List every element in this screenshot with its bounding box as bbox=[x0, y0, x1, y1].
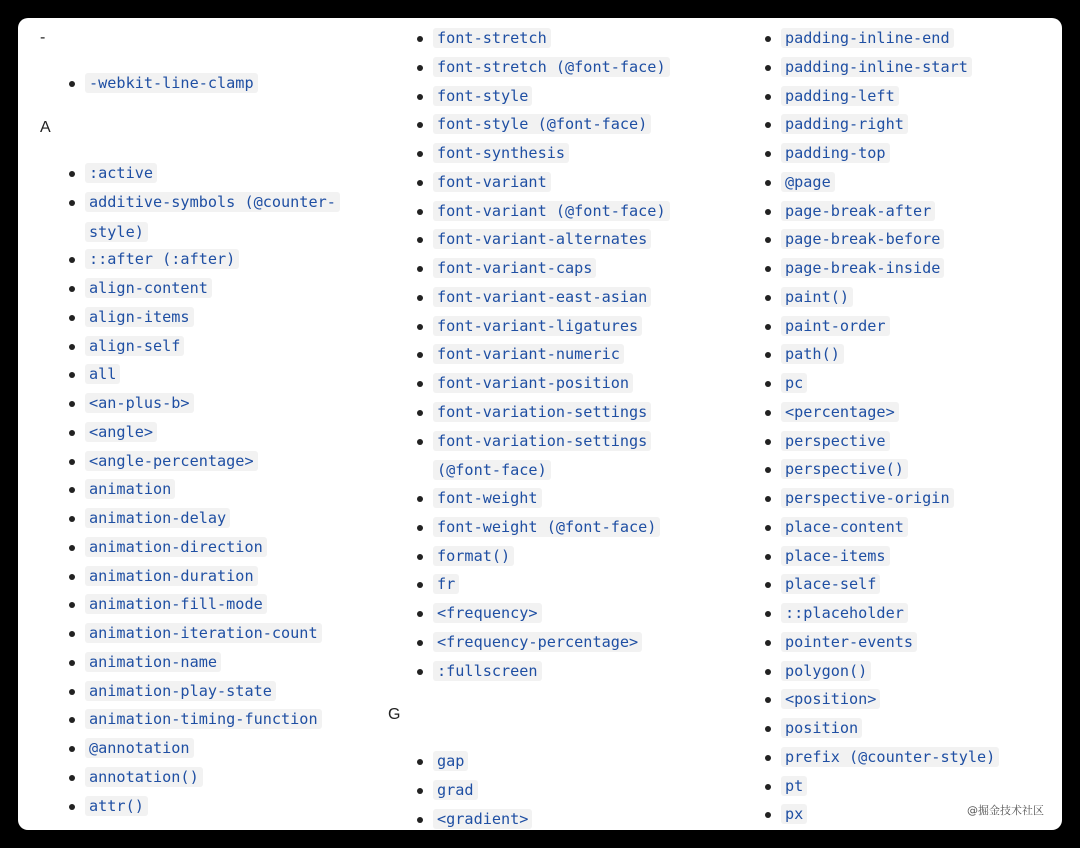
list-item[interactable] bbox=[433, 24, 703, 53]
list-item[interactable] bbox=[85, 360, 355, 389]
item-link[interactable]: place-items bbox=[781, 546, 890, 566]
list-item[interactable] bbox=[781, 427, 999, 456]
item-link[interactable]: padding-inline-start bbox=[781, 57, 972, 77]
item-link[interactable]: <gradient> bbox=[433, 809, 532, 829]
list-item[interactable] bbox=[85, 763, 355, 792]
item-link[interactable]: font-variation-settings (@font-face) bbox=[433, 431, 651, 481]
watermark-label: @掘金技术社区 bbox=[967, 804, 1044, 817]
list-item[interactable] bbox=[85, 590, 355, 619]
item-link[interactable]: place-self bbox=[781, 574, 880, 594]
item-link[interactable]: align-self bbox=[85, 336, 184, 356]
item-link[interactable]: @page bbox=[781, 172, 835, 192]
item-link[interactable]: <angle-percentage> bbox=[85, 451, 258, 471]
item-link[interactable]: px bbox=[781, 804, 807, 824]
list-item[interactable] bbox=[85, 332, 355, 361]
item-link[interactable]: prefix (@counter-style) bbox=[781, 747, 999, 767]
item-link[interactable]: fr bbox=[433, 574, 459, 594]
list-item[interactable] bbox=[85, 648, 355, 677]
list-item[interactable] bbox=[433, 197, 703, 226]
list-item[interactable] bbox=[85, 619, 355, 648]
item-link[interactable]: paint-order bbox=[781, 316, 890, 336]
item-link[interactable]: font-variant bbox=[433, 172, 551, 192]
list-item[interactable] bbox=[781, 139, 999, 168]
item-link[interactable]: animation-duration bbox=[85, 566, 258, 586]
item-link[interactable]: path() bbox=[781, 344, 844, 364]
item-link[interactable]: font-variant-caps bbox=[433, 258, 596, 278]
list-item[interactable] bbox=[433, 398, 703, 427]
item-link[interactable]: padding-right bbox=[781, 114, 908, 134]
list-item[interactable] bbox=[781, 599, 999, 628]
list-item[interactable] bbox=[781, 283, 999, 312]
item-link[interactable]: ::after (:after) bbox=[85, 249, 239, 269]
item-link[interactable]: additive-symbols (@counter-style) bbox=[85, 192, 340, 242]
list-item[interactable] bbox=[781, 312, 999, 341]
list-item[interactable] bbox=[85, 705, 355, 734]
list-item[interactable] bbox=[781, 24, 999, 53]
list-item[interactable] bbox=[433, 776, 532, 805]
list-item[interactable] bbox=[781, 484, 999, 513]
item-link[interactable]: page-break-before bbox=[781, 229, 944, 249]
item-link[interactable]: <percentage> bbox=[781, 402, 899, 422]
list-item[interactable] bbox=[433, 82, 703, 111]
item-link[interactable]: font-weight bbox=[433, 488, 542, 508]
item-link[interactable]: <an-plus-b> bbox=[85, 393, 194, 413]
item-link[interactable]: font-style bbox=[433, 86, 532, 106]
list-item[interactable] bbox=[781, 513, 999, 542]
list-item[interactable] bbox=[85, 389, 355, 418]
list-item[interactable] bbox=[781, 743, 999, 772]
item-link[interactable]: perspective bbox=[781, 431, 890, 451]
item-link[interactable]: :fullscreen bbox=[433, 661, 542, 681]
item-link[interactable]: pc bbox=[781, 373, 807, 393]
item-link[interactable]: font-variant-alternates bbox=[433, 229, 651, 249]
list-item[interactable] bbox=[433, 747, 532, 776]
list-item[interactable] bbox=[781, 685, 999, 714]
item-link[interactable]: padding-top bbox=[781, 143, 890, 163]
list-item[interactable] bbox=[433, 657, 703, 686]
item-link[interactable]: font-variant-numeric bbox=[433, 344, 624, 364]
item-link[interactable]: gap bbox=[433, 751, 468, 771]
item-link[interactable]: perspective-origin bbox=[781, 488, 954, 508]
list-item[interactable] bbox=[85, 734, 355, 763]
g-heading: G bbox=[388, 706, 401, 723]
item-link[interactable]: animation-play-state bbox=[85, 681, 276, 701]
list-item[interactable] bbox=[781, 714, 999, 743]
list-item[interactable] bbox=[781, 82, 999, 111]
item-link[interactable]: <frequency> bbox=[433, 603, 542, 623]
list-item[interactable] bbox=[781, 657, 999, 686]
list-item[interactable] bbox=[85, 418, 355, 447]
item-link[interactable]: :active bbox=[85, 163, 157, 183]
list-item[interactable] bbox=[85, 274, 355, 303]
item-link[interactable]: align-items bbox=[85, 307, 194, 327]
list-item[interactable] bbox=[781, 570, 999, 599]
list-item[interactable] bbox=[433, 53, 703, 82]
list-item[interactable] bbox=[433, 570, 703, 599]
list-item[interactable] bbox=[781, 398, 999, 427]
list-item[interactable] bbox=[85, 69, 258, 98]
item-link[interactable]: place-content bbox=[781, 517, 908, 537]
list-item[interactable] bbox=[781, 254, 999, 283]
f-list bbox=[433, 24, 703, 685]
list-item[interactable] bbox=[433, 805, 532, 831]
list-item[interactable] bbox=[85, 447, 355, 476]
item-link[interactable]: font-variation-settings bbox=[433, 402, 651, 422]
list-item[interactable] bbox=[85, 188, 355, 246]
item-link[interactable]: padding-inline-end bbox=[781, 28, 954, 48]
list-item[interactable] bbox=[433, 283, 703, 312]
item-link[interactable]: font-weight (@font-face) bbox=[433, 517, 660, 537]
item-link[interactable]: font-stretch bbox=[433, 28, 551, 48]
item-link[interactable]: animation-timing-function bbox=[85, 709, 322, 729]
list-item[interactable] bbox=[433, 139, 703, 168]
item-link[interactable]: font-style (@font-face) bbox=[433, 114, 651, 134]
item-link[interactable]: annotation() bbox=[85, 767, 203, 787]
item-link[interactable]: grad bbox=[433, 780, 478, 800]
item-link[interactable]: all bbox=[85, 364, 120, 384]
list-item[interactable] bbox=[433, 168, 703, 197]
item-link[interactable]: <position> bbox=[781, 689, 880, 709]
item-link[interactable]: animation-delay bbox=[85, 508, 230, 528]
list-item[interactable] bbox=[85, 533, 355, 562]
item-link[interactable]: paint() bbox=[781, 287, 853, 307]
list-item[interactable] bbox=[433, 484, 703, 513]
item-link[interactable]: animation-name bbox=[85, 652, 221, 672]
list-item[interactable] bbox=[433, 542, 703, 571]
list-item[interactable] bbox=[433, 599, 703, 628]
list-item[interactable] bbox=[781, 628, 999, 657]
list-item[interactable] bbox=[781, 455, 999, 484]
item-link[interactable]: padding-left bbox=[781, 86, 899, 106]
item-link[interactable]: font-synthesis bbox=[433, 143, 569, 163]
list-item[interactable] bbox=[781, 369, 999, 398]
item-link[interactable]: perspective() bbox=[781, 459, 908, 479]
list-item[interactable] bbox=[781, 772, 999, 801]
item-link[interactable]: font-variant-ligatures bbox=[433, 316, 642, 336]
item-link[interactable]: pt bbox=[781, 776, 807, 796]
item-link[interactable]: attr() bbox=[85, 796, 148, 816]
list-item[interactable] bbox=[781, 197, 999, 226]
list-item[interactable] bbox=[85, 159, 355, 188]
item-link[interactable]: <frequency-percentage> bbox=[433, 632, 642, 652]
item-link[interactable]: @annotation bbox=[85, 738, 194, 758]
list-item[interactable] bbox=[85, 475, 355, 504]
list-item[interactable] bbox=[433, 225, 703, 254]
list-item[interactable] bbox=[781, 168, 999, 197]
list-item[interactable] bbox=[433, 254, 703, 283]
list-item[interactable] bbox=[433, 513, 703, 542]
item-link[interactable]: animation-fill-mode bbox=[85, 594, 267, 614]
item-link[interactable]: -webkit-line-clamp bbox=[85, 73, 258, 93]
list-item[interactable] bbox=[781, 340, 999, 369]
list-item[interactable] bbox=[85, 677, 355, 706]
list-item[interactable] bbox=[781, 225, 999, 254]
item-link[interactable]: font-stretch (@font-face) bbox=[433, 57, 670, 77]
item-link[interactable]: format() bbox=[433, 546, 514, 566]
list-item[interactable] bbox=[85, 562, 355, 591]
item-link[interactable]: <angle> bbox=[85, 422, 157, 442]
list-item[interactable] bbox=[433, 427, 703, 485]
item-link[interactable]: animation bbox=[85, 479, 175, 499]
item-link[interactable]: font-variant (@font-face) bbox=[433, 201, 670, 221]
a-heading: A bbox=[40, 119, 51, 136]
item-link[interactable]: position bbox=[781, 718, 862, 738]
item-link[interactable]: page-break-after bbox=[781, 201, 935, 221]
list-item[interactable] bbox=[433, 369, 703, 398]
item-link[interactable]: font-variant-position bbox=[433, 373, 633, 393]
item-link[interactable]: ::placeholder bbox=[781, 603, 908, 623]
list-item[interactable] bbox=[433, 312, 703, 341]
list-item[interactable] bbox=[781, 542, 999, 571]
list-item[interactable] bbox=[433, 110, 703, 139]
list-item[interactable] bbox=[85, 792, 355, 821]
list-item[interactable] bbox=[85, 303, 355, 332]
list-item[interactable] bbox=[781, 53, 999, 82]
dash-heading: - bbox=[40, 29, 46, 46]
item-link[interactable]: font-variant-east-asian bbox=[433, 287, 651, 307]
a-list bbox=[85, 159, 355, 820]
item-link[interactable]: animation-iteration-count bbox=[85, 623, 322, 643]
item-link[interactable]: animation-direction bbox=[85, 537, 267, 557]
list-item[interactable] bbox=[433, 340, 703, 369]
list-item[interactable] bbox=[781, 110, 999, 139]
list-item[interactable] bbox=[433, 628, 703, 657]
item-link[interactable]: polygon() bbox=[781, 661, 871, 681]
item-link[interactable]: align-content bbox=[85, 278, 212, 298]
list-item[interactable] bbox=[85, 504, 355, 533]
item-link[interactable]: page-break-inside bbox=[781, 258, 944, 278]
p-list bbox=[781, 24, 999, 829]
item-link[interactable]: pointer-events bbox=[781, 632, 917, 652]
g-list bbox=[433, 747, 532, 830]
index-card bbox=[18, 18, 1062, 830]
dash-list bbox=[85, 69, 258, 98]
list-item[interactable] bbox=[85, 245, 355, 274]
